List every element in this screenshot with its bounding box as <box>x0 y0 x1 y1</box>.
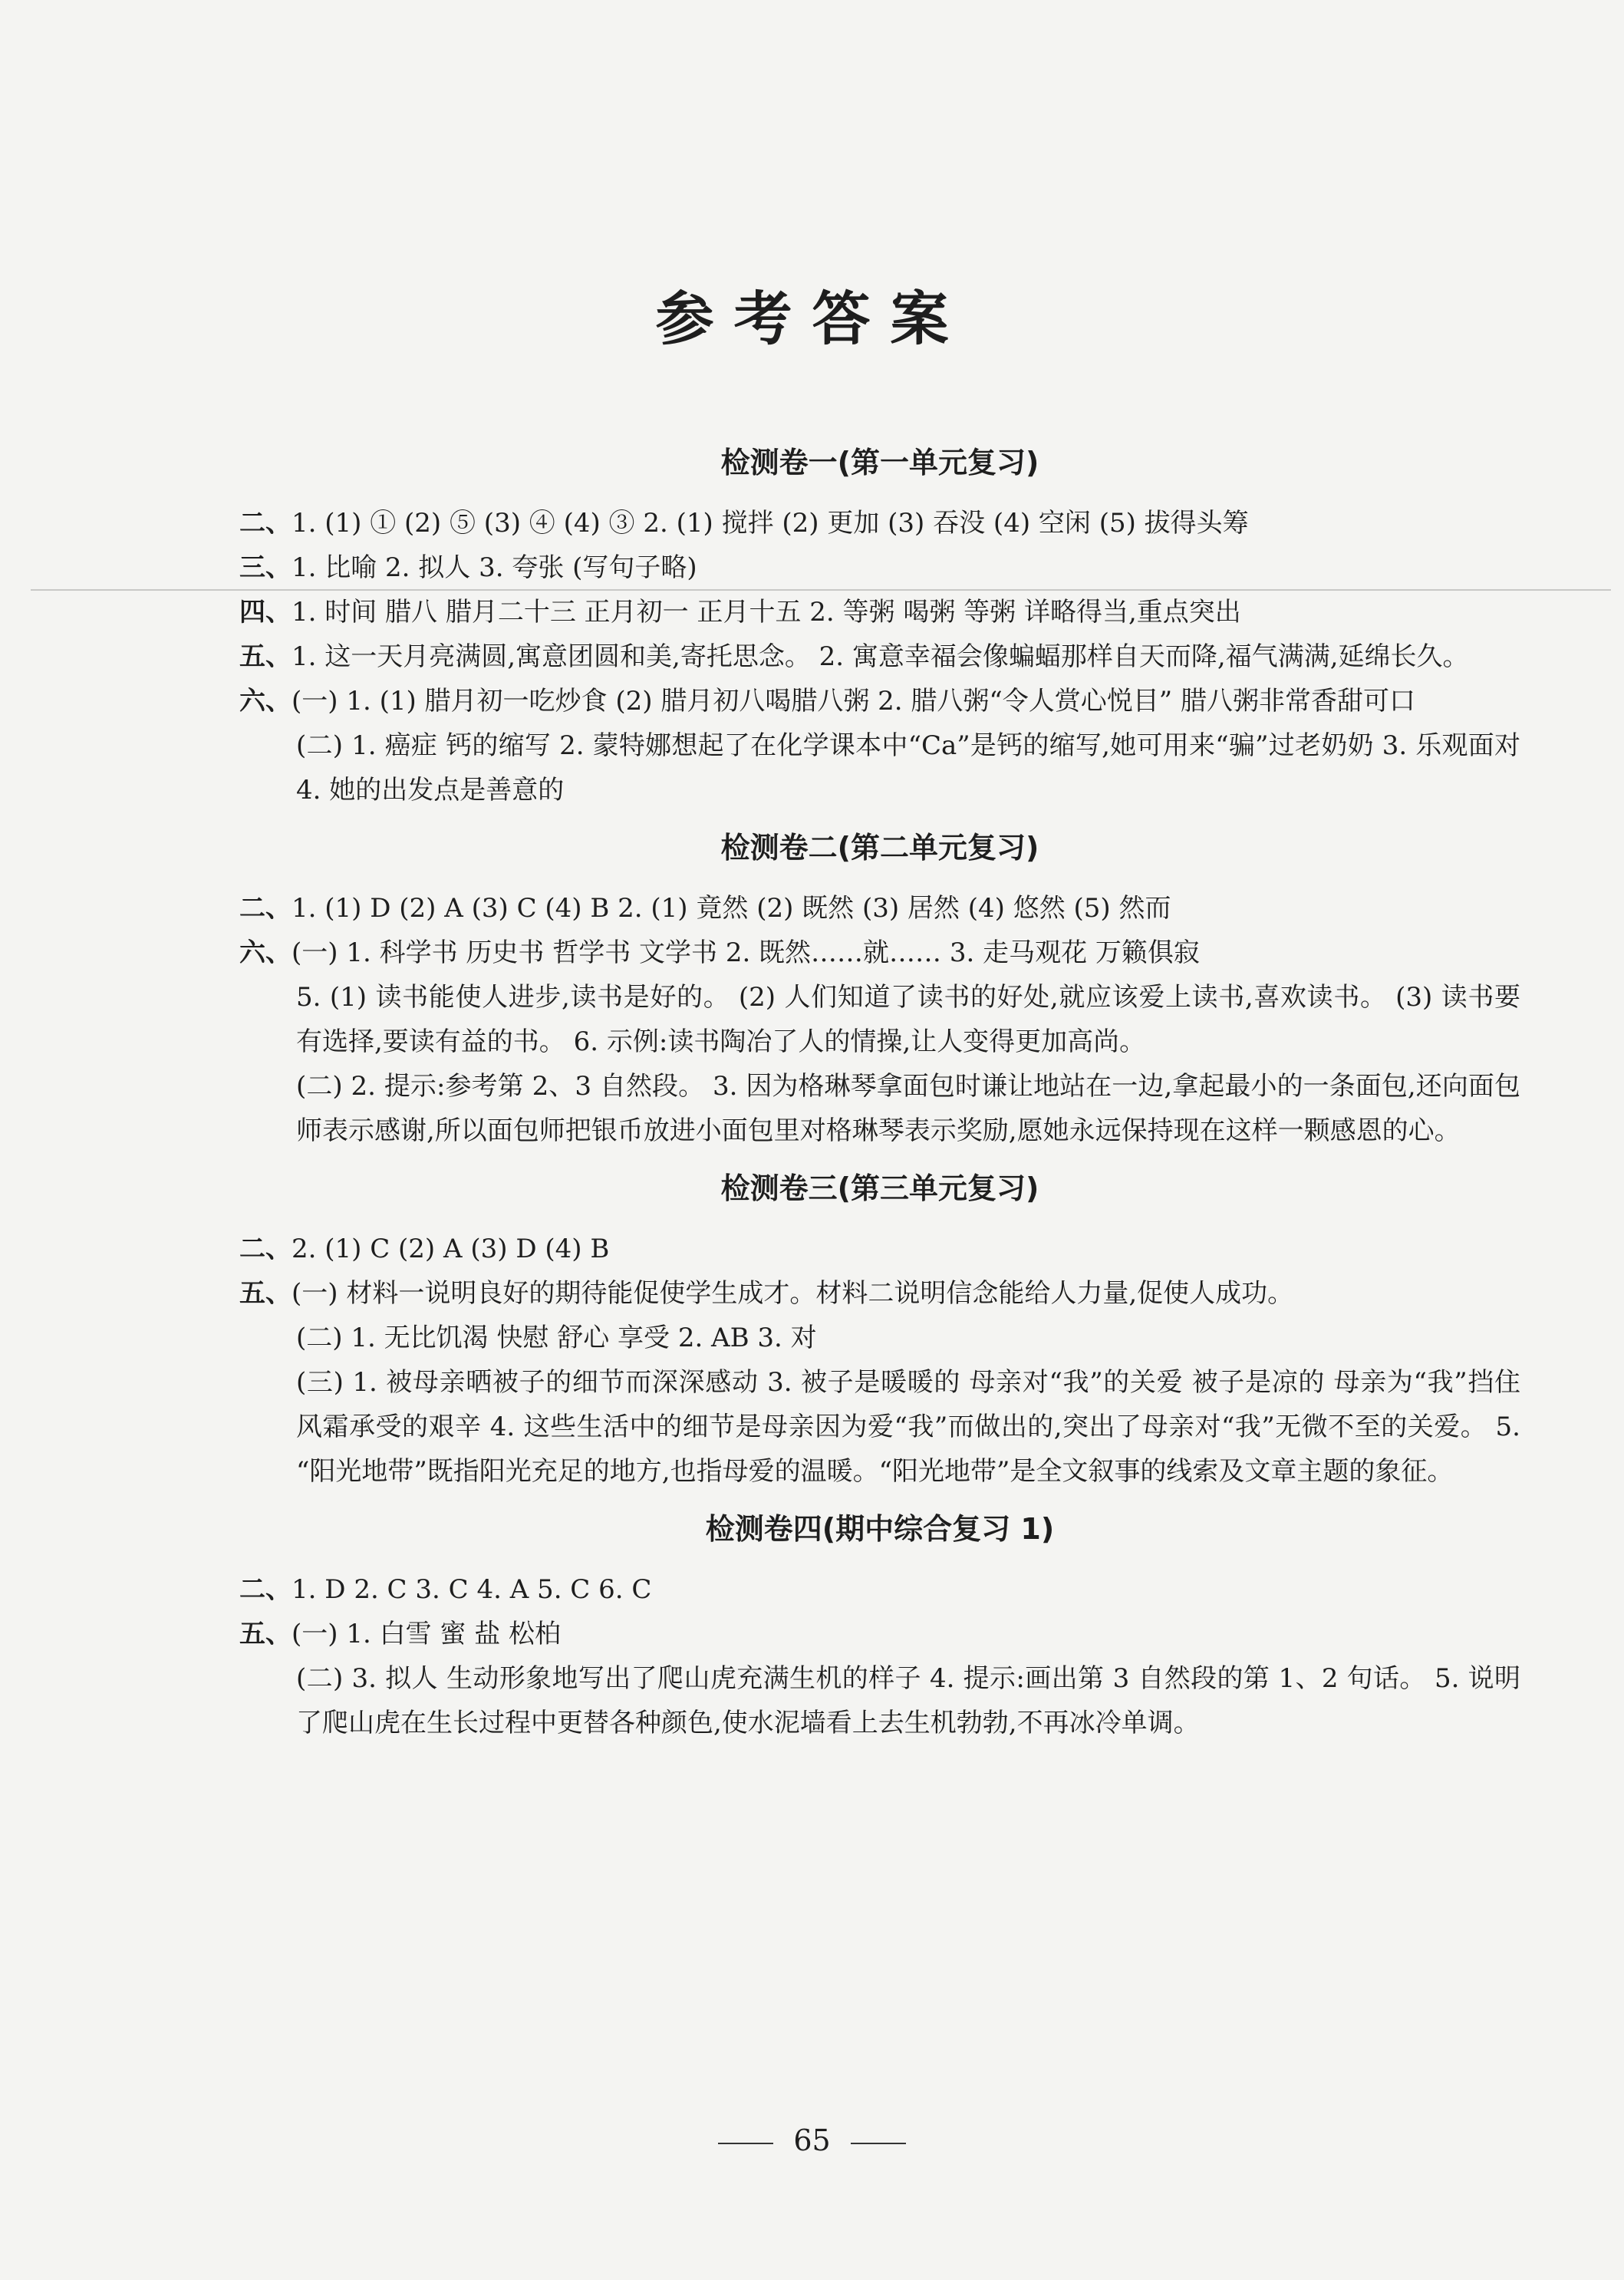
item-text: (一) 1. (1) 腊月初一吃炒食 (2) 腊月初八喝腊八粥 2. 腊八粥“令人赏心悦目” 腊八粥非常香甜可口 <box>292 686 1415 717</box>
answer-item <box>239 501 1520 545</box>
answer-item <box>239 1227 1520 1271</box>
answer-item <box>239 975 1520 1064</box>
item-text: 1. D 2. C 3. C 4. A 5. C 6. C <box>292 1574 652 1605</box>
item-text: 1. 这一天月亮满圆,寓意团圆和美,寄托思念。 2. 寓意幸福会像蝙蝠那样自天而降,福气满满,延绵长久。 <box>292 641 1469 672</box>
answer-section-2 <box>239 826 1520 1153</box>
item-label: 五、 <box>239 641 292 672</box>
item-label: 五、 <box>239 1278 292 1309</box>
item-text: (二) 1. 癌症 钙的缩写 2. 蒙特娜想起了在化学课本中“Ca”是钙的缩写,她可用来“骗”过老奶奶 3. 乐观面对 4. 她的出发点是善意的 <box>296 730 1520 806</box>
item-text: 5. (1) 读书能使人进步,读书是好的。 (2) 人们知道了读书的好处,就应该爱上读书,喜欢读书。 (3) 读书要有选择,要读有益的书。 6. 示例:读书陶冶了人的情操,让人变得更加高尚。 <box>296 982 1520 1057</box>
answer-item <box>239 679 1520 723</box>
answer-item <box>239 723 1520 812</box>
answer-item <box>239 1316 1520 1360</box>
answer-item <box>239 931 1520 975</box>
item-label: 六、 <box>239 937 292 968</box>
answer-section-4 <box>239 1507 1520 1745</box>
page-title: 参考答案 <box>655 285 969 353</box>
answer-content <box>239 441 1520 1745</box>
answer-section-1 <box>239 441 1520 812</box>
answer-item <box>239 590 1520 634</box>
item-text: (一) 1. 白雪 蜜 盐 松柏 <box>292 1619 562 1649</box>
page-number <box>0 2123 1624 2157</box>
answer-item <box>239 1567 1520 1612</box>
answer-section-3 <box>239 1167 1520 1494</box>
answer-item <box>239 1360 1520 1494</box>
page-number-dash-right <box>851 2143 906 2144</box>
item-label: 二、 <box>239 1574 292 1605</box>
item-text: (三) 1. 被母亲晒被子的细节而深深感动 3. 被子是暖暖的 母亲对“我”的关爱 被子是凉的 母亲为“我”挡住风霜承受的艰辛 4. 这些生活中的细节是母亲因为爱“我”而做出的,突出了母亲对“我”无微不至的关爱。 5. “阳光地带”既指阳光充足的地方,也指母爱的温暖。“阳光地带”是全文叙事的线索及文章主题的象征。 <box>296 1367 1520 1487</box>
section-title: 检测卷四(期中综合复习 1) <box>705 1512 1055 1546</box>
item-text: 2. (1) C (2) A (3) D (4) B <box>292 1234 610 1264</box>
item-label: 二、 <box>239 893 292 924</box>
item-text: (二) 2. 提示:参考第 2、3 自然段。 3. 因为格琳琴拿面包时谦让地站在一边,拿起最小的一条面包,还向面包师表示感谢,所以面包师把银币放进小面包里对格琳琴表示奖励,愿她永远保持现在这样一颗感恩的心。 <box>296 1071 1520 1146</box>
section-title: 检测卷一(第一单元复习) <box>720 446 1039 479</box>
answer-item <box>239 886 1520 931</box>
item-text: 1. 时间 腊八 腊月二十三 正月初一 正月十五 2. 等粥 喝粥 等粥 详略得当,重点突出 <box>292 597 1241 628</box>
item-label: 四、 <box>239 597 292 628</box>
answer-item <box>239 1656 1520 1745</box>
item-label: 二、 <box>239 1234 292 1264</box>
section-title: 检测卷三(第三单元复习) <box>720 1171 1039 1205</box>
item-text: 1. (1) ① (2) ⑤ (3) ④ (4) ③ 2. (1) 搅拌 (2) 更加 (3) 吞没 (4) 空闲 (5) 拔得头筹 <box>292 508 1249 539</box>
item-text: (二) 1. 无比饥渴 快慰 舒心 享受 2. AB 3. 对 <box>296 1323 817 1353</box>
answer-item <box>239 1064 1520 1153</box>
answer-item <box>239 634 1520 679</box>
answer-item <box>239 1271 1520 1316</box>
item-text: 1. (1) D (2) A (3) C (4) B 2. (1) 竟然 (2) 既然 (3) 居然 (4) 悠然 (5) 然而 <box>292 893 1171 924</box>
section-title: 检测卷二(第二单元复习) <box>720 831 1039 865</box>
item-text: 1. 比喻 2. 拟人 3. 夸张 (写句子略) <box>292 552 697 583</box>
page-number-dash-left <box>718 2143 773 2144</box>
item-text: (一) 材料一说明良好的期待能促使学生成才。材料二说明信念能给人力量,促使人成功。 <box>292 1278 1294 1309</box>
answer-item <box>239 1612 1520 1656</box>
answer-item <box>239 545 1520 590</box>
item-label: 三、 <box>239 552 292 583</box>
item-label: 五、 <box>239 1619 292 1649</box>
item-label: 六、 <box>239 686 292 717</box>
item-text: (一) 1. 科学书 历史书 哲学书 文学书 2. 既然……就…… 3. 走马观花 万籁俱寂 <box>292 937 1200 968</box>
item-text: (二) 3. 拟人 生动形象地写出了爬山虎充满生机的样子 4. 提示:画出第 3 自然段的第 1、2 句话。 5. 说明了爬山虎在生长过程中更替各种颜色,使水泥墙看上去生机勃勃,不再冰冷单调。 <box>296 1663 1520 1738</box>
item-label: 二、 <box>239 508 292 539</box>
page-number-value: 65 <box>793 2123 831 2157</box>
